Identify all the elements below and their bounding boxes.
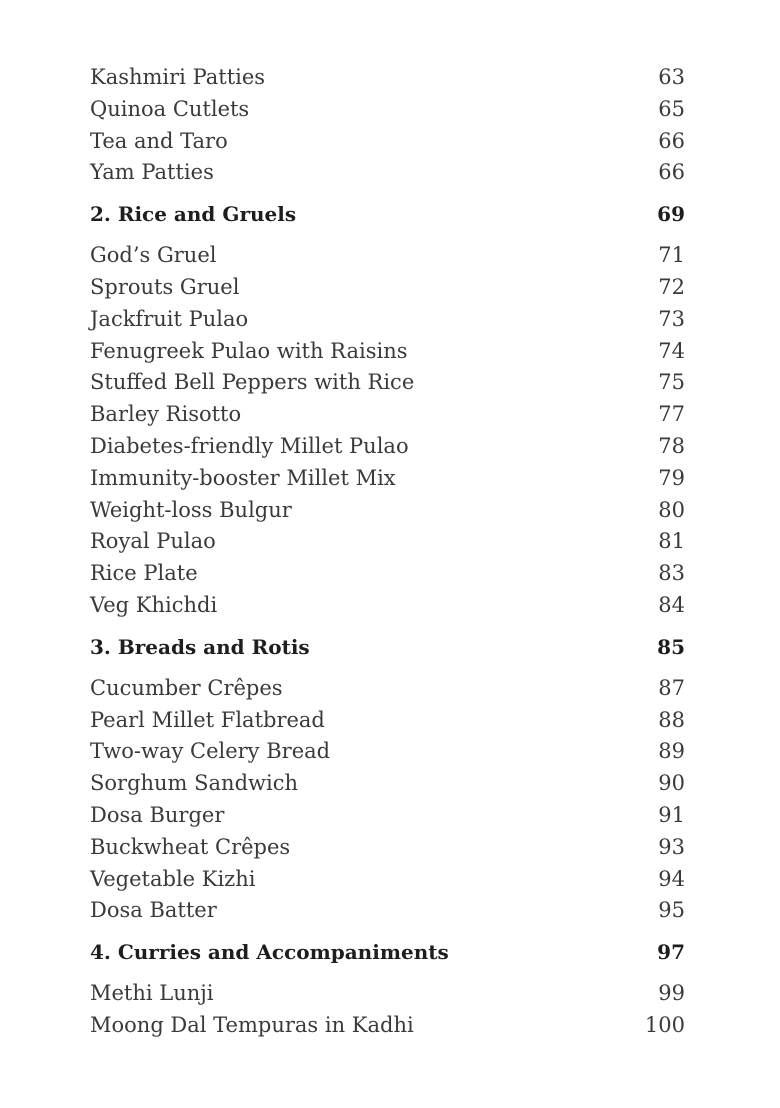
entry-page-number: 87 — [658, 675, 685, 700]
entry-page-number: 79 — [658, 465, 685, 490]
entry-page-number: 65 — [658, 96, 685, 121]
toc-entry[interactable] — [90, 800, 685, 832]
chapter-heading[interactable] — [90, 198, 685, 230]
entry-title: God’s Gruel — [90, 243, 217, 268]
entry-page-number: 66 — [658, 160, 685, 185]
toc-entry[interactable] — [90, 399, 685, 431]
entry-title: Fenugreek Pulao with Raisins — [90, 338, 408, 363]
entry-title: Cucumber Crêpes — [90, 675, 283, 700]
toc-entry[interactable] — [90, 864, 685, 896]
entry-page-number: 63 — [658, 65, 685, 89]
table-of-contents — [90, 62, 685, 1042]
entry-title: Tea and Taro — [90, 128, 228, 153]
entry-page-number: 88 — [658, 707, 685, 732]
entry-page-number: 72 — [658, 274, 685, 299]
toc-entry[interactable] — [90, 895, 685, 927]
toc-entry[interactable] — [90, 463, 685, 495]
toc-entry[interactable] — [90, 736, 685, 768]
toc-entry[interactable] — [90, 272, 685, 304]
entry-title: Vegetable Kizhi — [90, 866, 256, 891]
entry-title: Yam Patties — [90, 160, 214, 185]
entry-page-number: 93 — [658, 834, 685, 859]
entry-page-number: 80 — [658, 497, 685, 522]
entry-title: Immunity-booster Millet Mix — [90, 465, 396, 490]
toc-entry[interactable] — [90, 526, 685, 558]
toc-entry[interactable] — [90, 367, 685, 399]
toc-entry[interactable] — [90, 431, 685, 463]
entry-title: Two-way Celery Bread — [90, 739, 331, 764]
entry-page-number: 73 — [658, 306, 685, 331]
entry-page-number: 66 — [658, 128, 685, 153]
toc-entry[interactable] — [90, 1010, 685, 1042]
entry-title: Weight-loss Bulgur — [90, 497, 292, 522]
toc-entry[interactable] — [90, 768, 685, 800]
toc-entry[interactable] — [90, 832, 685, 864]
entry-page-number: 95 — [658, 898, 685, 923]
toc-entry[interactable] — [90, 62, 685, 94]
entry-title: Rice Plate — [90, 561, 198, 586]
toc-entry[interactable] — [90, 157, 685, 189]
entry-title: Dosa Batter — [90, 898, 217, 923]
entry-page-number: 84 — [658, 592, 685, 617]
toc-entry[interactable] — [90, 336, 685, 368]
entry-page-number: 94 — [658, 866, 685, 891]
chapter-heading[interactable] — [90, 631, 685, 663]
entry-page-number: 99 — [658, 981, 685, 1006]
entry-page-number: 83 — [658, 561, 685, 586]
entry-title: Stuffed Bell Peppers with Rice — [90, 370, 415, 395]
entry-title: Diabetes-friendly Millet Pulao — [90, 433, 409, 458]
toc-entry[interactable] — [90, 978, 685, 1010]
entry-title: Royal Pulao — [90, 529, 216, 554]
entry-page-number: 74 — [658, 338, 685, 363]
chapter-page-number: 97 — [657, 940, 685, 965]
toc-entry[interactable] — [90, 304, 685, 336]
entry-title: Veg Khichdi — [90, 592, 218, 617]
entry-title: Jackfruit Pulao — [90, 306, 249, 331]
entry-page-number: 75 — [658, 370, 685, 395]
chapter-title: 3. Breads and Rotis — [90, 634, 310, 659]
entry-title: Quinoa Cutlets — [90, 96, 250, 121]
chapter-page-number: 69 — [657, 202, 685, 227]
toc-entry[interactable] — [90, 705, 685, 737]
toc-entry[interactable] — [90, 673, 685, 705]
entry-page-number: 100 — [644, 1012, 685, 1037]
chapter-title: 2. Rice and Gruels — [90, 202, 297, 227]
entry-title: Kashmiri Patties — [90, 65, 266, 89]
entry-title: Sorghum Sandwich — [90, 771, 299, 796]
entry-page-number: 77 — [658, 402, 685, 427]
toc-entry[interactable] — [90, 94, 685, 126]
chapter-title: 4. Curries and Accompaniments — [90, 940, 449, 965]
toc-entry[interactable] — [90, 126, 685, 158]
entry-page-number: 81 — [658, 529, 685, 554]
entry-page-number: 91 — [658, 802, 685, 827]
chapter-heading[interactable] — [90, 936, 685, 968]
entry-title: Buckwheat Crêpes — [90, 834, 291, 859]
entry-page-number: 90 — [658, 771, 685, 796]
entry-title: Barley Risotto — [90, 402, 242, 427]
entry-title: Moong Dal Tempuras in Kadhi — [90, 1012, 414, 1037]
toc-entry[interactable] — [90, 558, 685, 590]
entry-page-number: 71 — [658, 243, 685, 268]
entry-title: Sprouts Gruel — [90, 274, 240, 299]
entry-title: Dosa Burger — [90, 802, 225, 827]
entry-page-number: 89 — [658, 739, 685, 764]
entry-title: Pearl Millet Flatbread — [90, 707, 325, 732]
toc-entry[interactable] — [90, 495, 685, 527]
toc-entry[interactable] — [90, 240, 685, 272]
entry-page-number: 78 — [658, 433, 685, 458]
toc-entry[interactable] — [90, 590, 685, 622]
entry-title: Methi Lunji — [90, 981, 214, 1006]
chapter-page-number: 85 — [657, 634, 685, 659]
